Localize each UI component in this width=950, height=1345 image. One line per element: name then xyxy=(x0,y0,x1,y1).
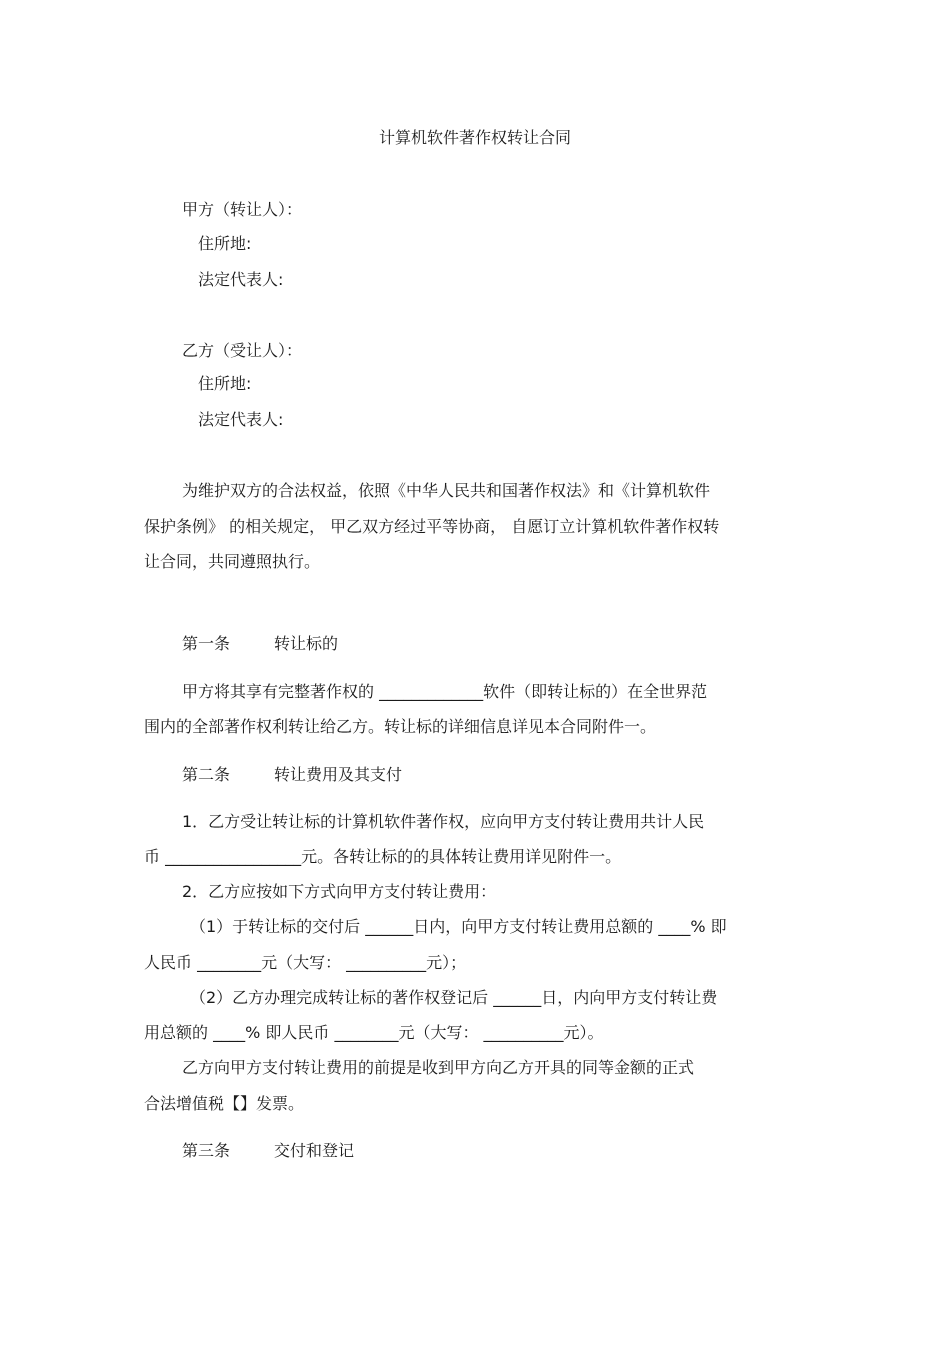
article-2-line: （1）于转让标的交付后 ______日内，向甲方支付转让费用总额的 ____% 即 xyxy=(190,917,727,936)
party-a-representative-label: 法定代表人: xyxy=(198,270,284,289)
article-title: 转让费用及其支付 xyxy=(274,765,403,784)
article-2-line: 人民币 ________元（大写： __________元）； xyxy=(144,953,467,972)
article-number: 第三条 xyxy=(182,1141,231,1160)
article-number: 第二条 xyxy=(182,765,231,784)
article-2-heading xyxy=(182,765,402,785)
article-2-line: 合法增值税【】发票。 xyxy=(144,1094,305,1113)
article-3-heading xyxy=(182,1141,354,1161)
preamble-line: 让合同，共同遵照执行。 xyxy=(144,552,321,571)
preamble-line: 保护条例》 的相关规定， 甲乙双方经过平等协商， 自愿订立计算机软件著作权转 xyxy=(144,517,720,536)
article-2-line: 用总额的 ____% 即人民币 ________元（大写： __________元）。 xyxy=(144,1023,604,1042)
party-b-heading: 乙方（受让人）： xyxy=(182,341,303,360)
article-number: 第一条 xyxy=(182,634,231,653)
article-1-heading xyxy=(182,634,338,654)
party-a-address-label: 住所地: xyxy=(198,234,252,253)
article-2-line: 1．乙方受让转让标的计算机软件著作权，应向甲方支付转让费用共计人民 xyxy=(182,812,705,831)
article-title: 转让标的 xyxy=(274,634,339,653)
article-2-line: 乙方向甲方支付转让费用的前提是收到甲方向乙方开具的同等金额的正式 xyxy=(182,1058,695,1077)
article-2-line: 币 _________________元。各转让标的的具体转让费用详见附件一。 xyxy=(144,847,622,866)
party-b-representative-label: 法定代表人: xyxy=(198,410,284,429)
article-2-line: 2．乙方应按如下方式向甲方支付转让费用： xyxy=(182,882,497,901)
document-title: 计算机软件著作权转让合同 xyxy=(378,128,571,147)
article-title: 交付和登记 xyxy=(274,1141,355,1160)
preamble-line: 为维护双方的合法权益，依照《中华人民共和国著作权法》和《计算机软件 xyxy=(182,481,711,500)
party-b-address-label: 住所地: xyxy=(198,374,252,393)
article-2-line: （2）乙方办理完成转让标的著作权登记后 ______日，内向甲方支付转让费 xyxy=(190,988,718,1007)
article-1-line: 围内的全部著作权利转让给乙方。转让标的详细信息详见本合同附件一。 xyxy=(144,717,657,736)
article-1-line: 甲方将其享有完整著作权的 _____________软件（即转让标的）在全世界范 xyxy=(182,682,708,701)
party-a-heading: 甲方（转让人）： xyxy=(182,200,303,219)
